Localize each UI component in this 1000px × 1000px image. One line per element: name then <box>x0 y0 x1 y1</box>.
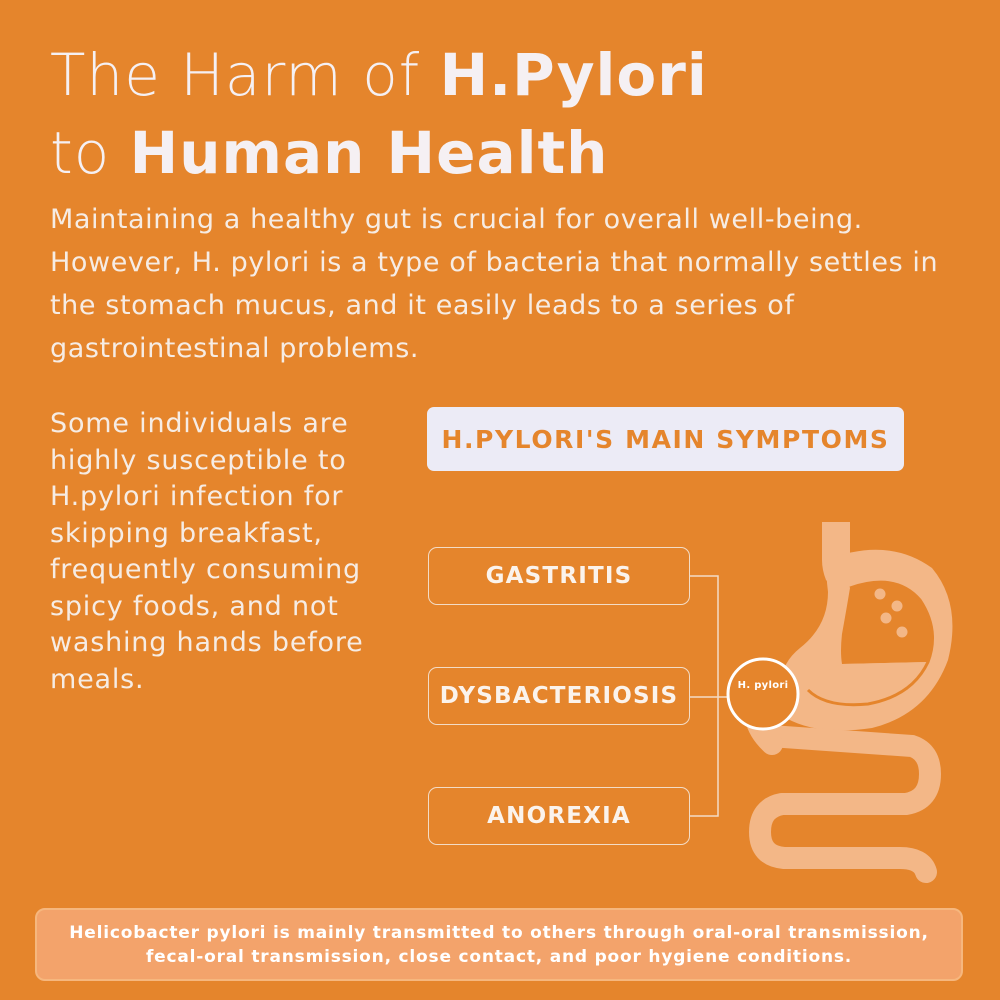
title-line1: The Harm of H.Pylori <box>50 41 708 109</box>
footer-text: Helicobacter pylori is mainly transmitted to others through oral-oral transmission, fecal-oral transmission, close contact, and poor hygiene conditions. <box>69 922 929 967</box>
intro-paragraph: Maintaining a healthy gut is crucial for overall well-being. However, H. pylori is a type of bacteria that normally settles in the stomach mucus, and it easily leads to a series of gastrointestinal problems. <box>50 204 939 364</box>
symptom-gastritis: GASTRITIS <box>428 547 690 605</box>
symptoms-header: H.PYLORI'S MAIN SYMPTOMS <box>427 407 904 471</box>
footer-note <box>35 908 963 981</box>
pathogen-circle <box>728 659 798 729</box>
risk-factors-paragraph: Some individuals are highly susceptible to H.pylori infection for skipping breakfast, frequently consuming spicy foods, and not washing hands before meals. <box>50 408 364 695</box>
symptom-anorexia: ANOREXIA <box>428 787 690 845</box>
bubble <box>897 627 908 638</box>
title-line2: to Human Health <box>50 119 609 187</box>
bubble <box>892 601 903 612</box>
symptom-dysbacteriosis: DYSBACTERIOSIS <box>428 667 690 725</box>
connector-lines <box>690 576 728 816</box>
pathogen-label: H. pylori <box>737 680 789 691</box>
bubble <box>881 613 892 624</box>
bubble <box>875 589 886 600</box>
